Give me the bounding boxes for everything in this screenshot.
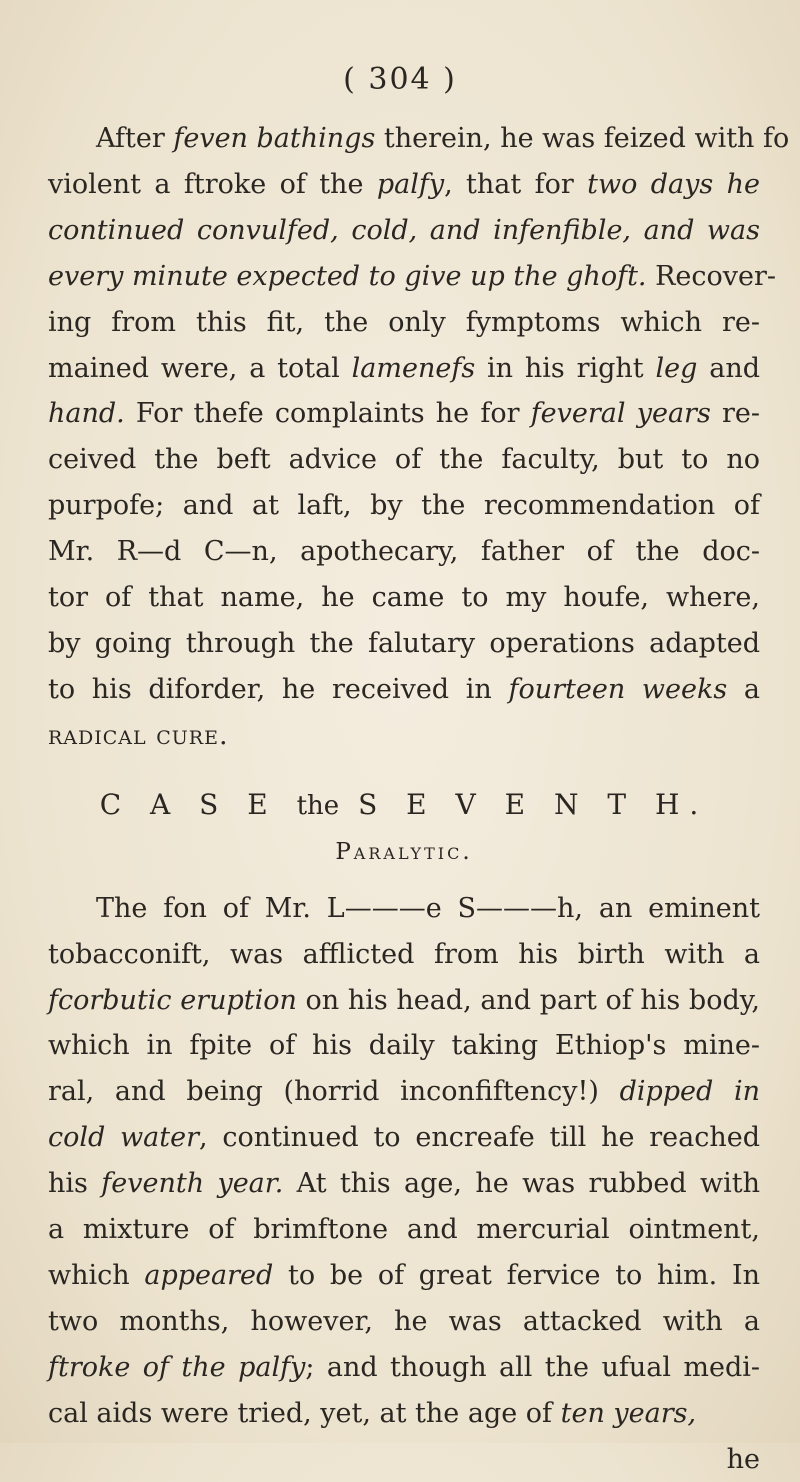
paragraph-case-seventh [48, 886, 760, 1437]
italic-run: leg [655, 352, 698, 384]
text-run: tor of that name, he came to my houfe, where, [48, 582, 760, 614]
italic-run: palfy [376, 168, 445, 200]
case-heading-mid: the [296, 790, 340, 821]
case-heading-left: C A S E [99, 787, 278, 821]
text-run: a mixture of brimftone and mercurial ointment, [48, 1214, 760, 1246]
text-line [48, 529, 760, 575]
text-line [48, 1253, 760, 1299]
text-run: purpofe; and at laft, by the recommendation of [48, 490, 760, 522]
case-heading [48, 781, 760, 830]
text-run: violent a ftroke of the [48, 168, 377, 200]
italic-run: appeared [144, 1259, 274, 1291]
small-caps-run: radical cure. [48, 719, 229, 751]
text-line [48, 1391, 760, 1437]
text-run: ceived the beft advice of the faculty, but to no [48, 444, 760, 476]
text-line [48, 886, 760, 932]
text-line [48, 978, 760, 1024]
text-line [48, 1299, 760, 1345]
text-run: tobacconift, was afflicted from his birth with a [48, 938, 760, 970]
text-line [48, 575, 760, 621]
text-run: by going through the falutary operations adapted [48, 627, 760, 659]
text-run: two months, however, he was attacked with a [48, 1305, 760, 1337]
italic-run: ftroke of the palfy [48, 1351, 306, 1383]
text-run: ing from this fit, the only fymptoms which re- [48, 306, 760, 338]
italic-run: hand. [48, 398, 125, 430]
text-run: Mr. R—d C—n, apothecary, father of the doc- [48, 536, 760, 568]
text-run: which [48, 1259, 145, 1291]
text-line [48, 437, 760, 483]
text-line [48, 391, 760, 437]
text-run: For thefe complaints he for [124, 398, 531, 430]
paragraph-case-sixth-ending [48, 116, 790, 759]
text-line [48, 162, 760, 208]
italic-run: cold water [48, 1122, 200, 1154]
text-line [48, 208, 760, 254]
italic-run: feventh year. [101, 1168, 284, 1200]
text-run: , continued to encreafe till he reached [199, 1122, 760, 1154]
text-run: cal aids were tried, yet, at the age of [48, 1397, 561, 1429]
italic-run: two days he [587, 168, 760, 200]
italic-run: lamenefs [351, 352, 476, 384]
text-line [48, 621, 760, 667]
text-run: ; and though all the ufual medi- [305, 1351, 760, 1383]
text-run: and [697, 352, 760, 384]
text-run: At this age, he was rubbed with [283, 1168, 760, 1200]
text-line [48, 667, 760, 713]
text-line [48, 1069, 760, 1115]
catchword: he [726, 1443, 760, 1475]
text-run: a [727, 673, 761, 705]
italic-run: fourteen weeks [508, 673, 728, 705]
italic-run: ten years, [560, 1397, 697, 1429]
italic-run: feveral years [530, 398, 711, 430]
case-heading-right: S E V E N T H. [358, 787, 709, 821]
text-run: , that for [444, 168, 588, 200]
text-line [48, 346, 760, 392]
italic-run: feven bathings [173, 123, 376, 154]
text-run: therein, he was feized with fo [375, 123, 790, 154]
text-line [48, 1161, 760, 1207]
text-run: Recover- [646, 260, 777, 292]
italic-run: every minute expected to give up the ghoft. [48, 260, 647, 292]
text-line [48, 116, 790, 162]
text-line [48, 1207, 760, 1253]
text-run: which in fpite of his daily taking Ethiop's mine- [48, 1030, 760, 1062]
italic-run: fcorbutic eruption [48, 984, 297, 1016]
text-line [48, 1115, 760, 1161]
text-run: his [48, 1168, 102, 1200]
body-text [48, 116, 790, 1482]
text-run: to his diforder, he received in [48, 673, 509, 705]
text-run: The fon of Mr. L———e S———h, an eminent [96, 892, 760, 924]
italic-run: continued convulfed, cold, and infenfible, and was [48, 214, 760, 246]
text-line [48, 300, 760, 346]
text-run: re- [710, 398, 760, 430]
text-line [48, 1023, 760, 1069]
text-line [48, 483, 760, 529]
text-run: mained were, a total [48, 352, 352, 384]
text-line [48, 1345, 760, 1391]
text-run: on his head, and part of his body, [296, 984, 760, 1016]
text-run: ral, and being (horrid inconfiftency!) [48, 1076, 620, 1108]
text-run: After [96, 123, 174, 154]
text-line [48, 254, 777, 300]
page-number: ( 304 ) [343, 62, 457, 97]
text-run: in his right [475, 352, 656, 384]
case-subheading: Paralytic. [335, 838, 473, 865]
text-line [48, 713, 760, 759]
text-run: to be of great fervice to him. In [273, 1259, 760, 1291]
text-line [48, 932, 760, 978]
italic-run: dipped in [619, 1076, 760, 1108]
